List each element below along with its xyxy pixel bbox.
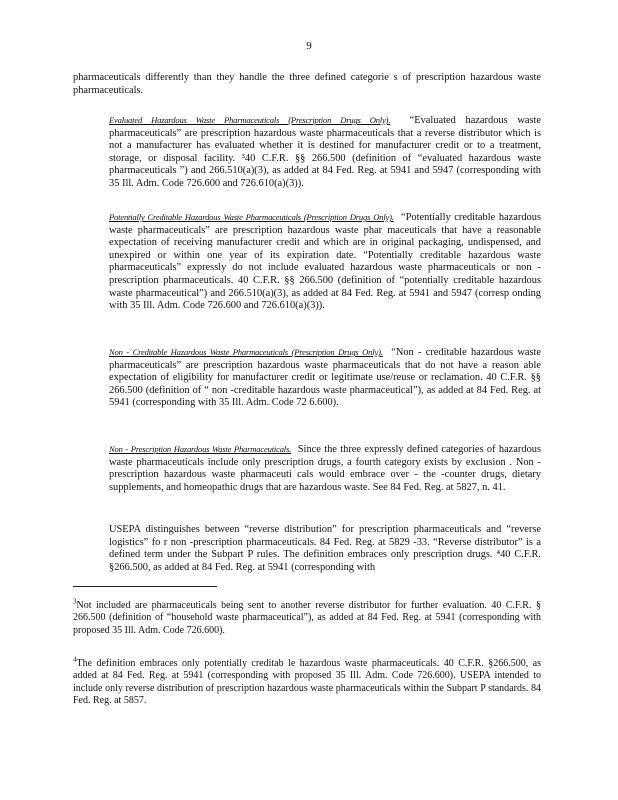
paragraph-non-creditable [73, 346, 541, 410]
section-heading: Potentially Creditable Hazardous Waste Pharmaceuticals (Prescription Drugs Only). [109, 212, 394, 222]
paragraph-text: Since the three expressly defined categories of hazardous waste pharmaceuticals include only prescription drugs, a fourth category exists by exclusion . Non -prescription hazardous waste pharmaceuti cals would embrace over - the -counter drugs, dietary supplements, and homeopathic drugs that are hazardous waste. See 84 Fed. Reg. at 5827, n. 41. [109, 444, 541, 493]
paragraph-non-prescription [73, 443, 541, 494]
footnote-4 [73, 655, 541, 708]
footnote-mark: 3 [73, 597, 77, 606]
paragraph-reverse-distribution [73, 524, 541, 574]
paragraph-potentially-creditable [73, 211, 541, 313]
paragraph-evaluated [73, 114, 541, 191]
section-heading: Non - Creditable Hazardous Waste Pharmaceuticals (Prescription Drugs Only). [109, 347, 383, 357]
footnote-3 [73, 597, 541, 637]
footnote-mark: 4 [73, 655, 77, 664]
page-number: 9 [306, 40, 312, 52]
footnote-divider [73, 586, 217, 587]
paragraph-text: “Potentially creditable hazardous waste pharmaceuticals” are prescription hazardous waste phar maceuticals that have a reasonable expectation of receiving manufacturer credit and which are in original packaging, undispensed, and unexpired or within one year of its expiration date. “Potentially creditable hazardous waste pharmaceuticals” expressly do not include evaluated hazardous waste pharmaceuticals or non -prescription pharmaceuticals. 40 C.F.R. §§ 266.500 (definition of “potentially creditable hazardous waste pharmaceutical”) and 266.510(a)(3), as added at 84 Fed. Reg. at 5941 and 5947 (corresp onding with 35 Ill. Adm. Code 726.600 and 726.610(a)(3)). [109, 212, 541, 312]
footnote-text: Not included are pharmaceuticals being sent to another reverse distributor for further evaluation. 40 C.F.R. § 266.500 (definition of “household waste pharmaceutical”), as added at 84 Fed. Reg. at 5941 (corresponding with proposed 35 Ill. Adm. Code 726.600). [73, 600, 541, 636]
paragraph-continuation [73, 72, 541, 97]
section-heading: Non - Prescription Hazardous Waste Pharmaceuticals. [109, 444, 292, 454]
paragraph-text: “Non - creditable hazardous waste pharmaceuticals” are prescription hazardous waste pharmaceuticals that do not have a reason able expectation of eligibility for manufacturer credit or legitimate use/reuse or reclamation. 40 C.F.R. §§ 266.500 (definition of “ non -creditable hazardous waste pharmaceutical”), as added at 84 Fed. Reg. at 5941 (corresponding with 35 Ill. Adm. Code 72 6.600). [109, 347, 541, 409]
paragraph-text: USEPA distinguishes between “reverse distribution” for prescription pharmaceuticals and “reverse logistics” fo r non -prescription pharmaceuticals. 84 Fed. Reg. at 5829 -33. “Reverse distributor” is a defined term under the Subpart P rules. The definition embraces only prescription drugs. ⁴40 C.F.R. §266.500, as added at 84 Fed. Reg. at 5941 (corresponding with [109, 524, 541, 573]
paragraph-text: “Evaluated hazardous waste pharmaceuticals” are prescription hazardous waste pharmaceuticals that a reverse distributor which is not a manufacturer has evaluated whether it is destined for manufacturer credit or to a treatment, storage, or disposal facility. ³40 C.F.R. §§ 266.500 (definition of “evaluated hazardous waste pharmaceuticals ”) and 266.510(a)(3), as added at 84 Fed. Reg. at 5941 and 5947 (corresponding with 35 Ill. Adm. Code 726.600 and 726.610(a)(3)). [109, 115, 541, 189]
section-heading: Evaluated Hazardous Waste Pharmaceuticals (Prescription Drugs Only). [109, 115, 391, 125]
paragraph-text: pharmaceuticals differently than they handle the three defined categorie s of prescription hazardous waste pharmaceuticals. [73, 72, 541, 96]
footnote-text: The definition embraces only potentially creditab le hazardous waste pharmaceuticals. 40 C.F.R. §266.500, as added at 84 Fed. Reg. at 5941 (corresponding with proposed 35 Ill. Adm. Code 726.600). USEPA intended to include only reverse distribution of prescription hazardous waste pharmaceuticals within the Subpart P standards. 84 Fed. Reg. at 5857. [73, 658, 541, 707]
